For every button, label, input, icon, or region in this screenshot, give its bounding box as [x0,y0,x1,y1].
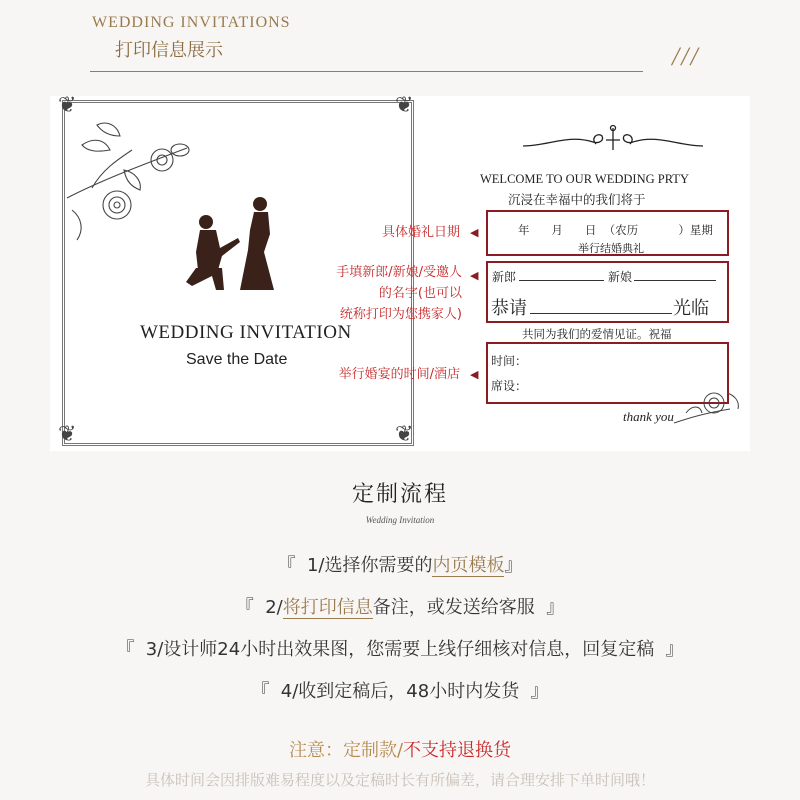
ceremony-text: 举行结婚典礼 [578,242,644,255]
header-decoration: /// [672,42,700,71]
notice: 注意：定制款/不支持退换货 [288,740,512,761]
process-step-1: 『 1/选择你需要的内页模板』 [277,555,523,576]
attend-label: 光临 [673,298,709,319]
date-row: 年 月 日 （农历 ）星期 [518,223,713,237]
callout-venue: 举行婚宴的时间/酒店 [338,367,460,382]
callout-names-3: 统称打印为您携家人) [339,307,462,322]
cover-subtitle: Save the Date [186,351,288,368]
time-label: 时间： [491,354,528,368]
corner-ornament-icon: ❦ [58,422,77,447]
bride-label: 新娘 [608,270,633,284]
corner-ornament-icon: ❦ [395,93,414,118]
arrow-left-icon: ◀ [470,368,479,381]
welcome-text: WELCOME TO OUR WEDDING PRTY [480,172,689,186]
callout-names-1: 手填新郎/新娘/受邀人 [336,265,462,280]
process-step-4: 『 4/收到定稿后，48小时内发货 』 [251,681,549,702]
thank-you-text: thank you [623,409,674,424]
invite-label: 恭请 [491,298,527,319]
rose-branch-icon [62,110,202,260]
groom-label: 新郎 [492,270,517,284]
cover-title: WEDDING INVITATION [140,322,352,343]
callout-date: 具体婚礼日期 [381,225,460,240]
corner-ornament-icon: ❦ [58,93,77,118]
venue-label: 席设： [491,379,528,393]
scroll-ornament-icon [518,120,708,158]
header-divider [90,71,643,72]
couple-silhouette-icon [182,190,302,300]
groom-line [519,280,604,281]
witness-text: 共同为我们的爱情见证。祝福 [522,327,672,341]
intro-text: 沉浸在幸福中的我们将于 [508,192,646,207]
process-subtitle: Wedding Invitation [365,515,435,525]
arrow-left-icon: ◀ [470,269,479,282]
process-step-2: 『 2/将打印信息备注，或发送给客服 』 [235,597,565,618]
process-title: 定制流程 [351,482,448,507]
header-title-cn: 打印信息展示 [115,40,223,61]
rose-sketch-icon [672,383,744,433]
corner-ornament-icon: ❦ [395,422,414,447]
process-step-3: 『 3/设计师24小时出效果图，您需要上线仔细核对信息，回复定稿 』 [116,639,684,660]
callout-names-2: 的名字(也可以 [378,286,462,301]
guest-line [530,313,672,314]
header-title-en: WEDDING INVITATIONS [92,14,291,31]
arrow-left-icon: ◀ [470,226,479,239]
bride-line [634,280,716,281]
fine-print: 具体时间会因排版难易程度以及定稿时长有所偏差，请合理安排下单时间哦！ [144,771,655,789]
